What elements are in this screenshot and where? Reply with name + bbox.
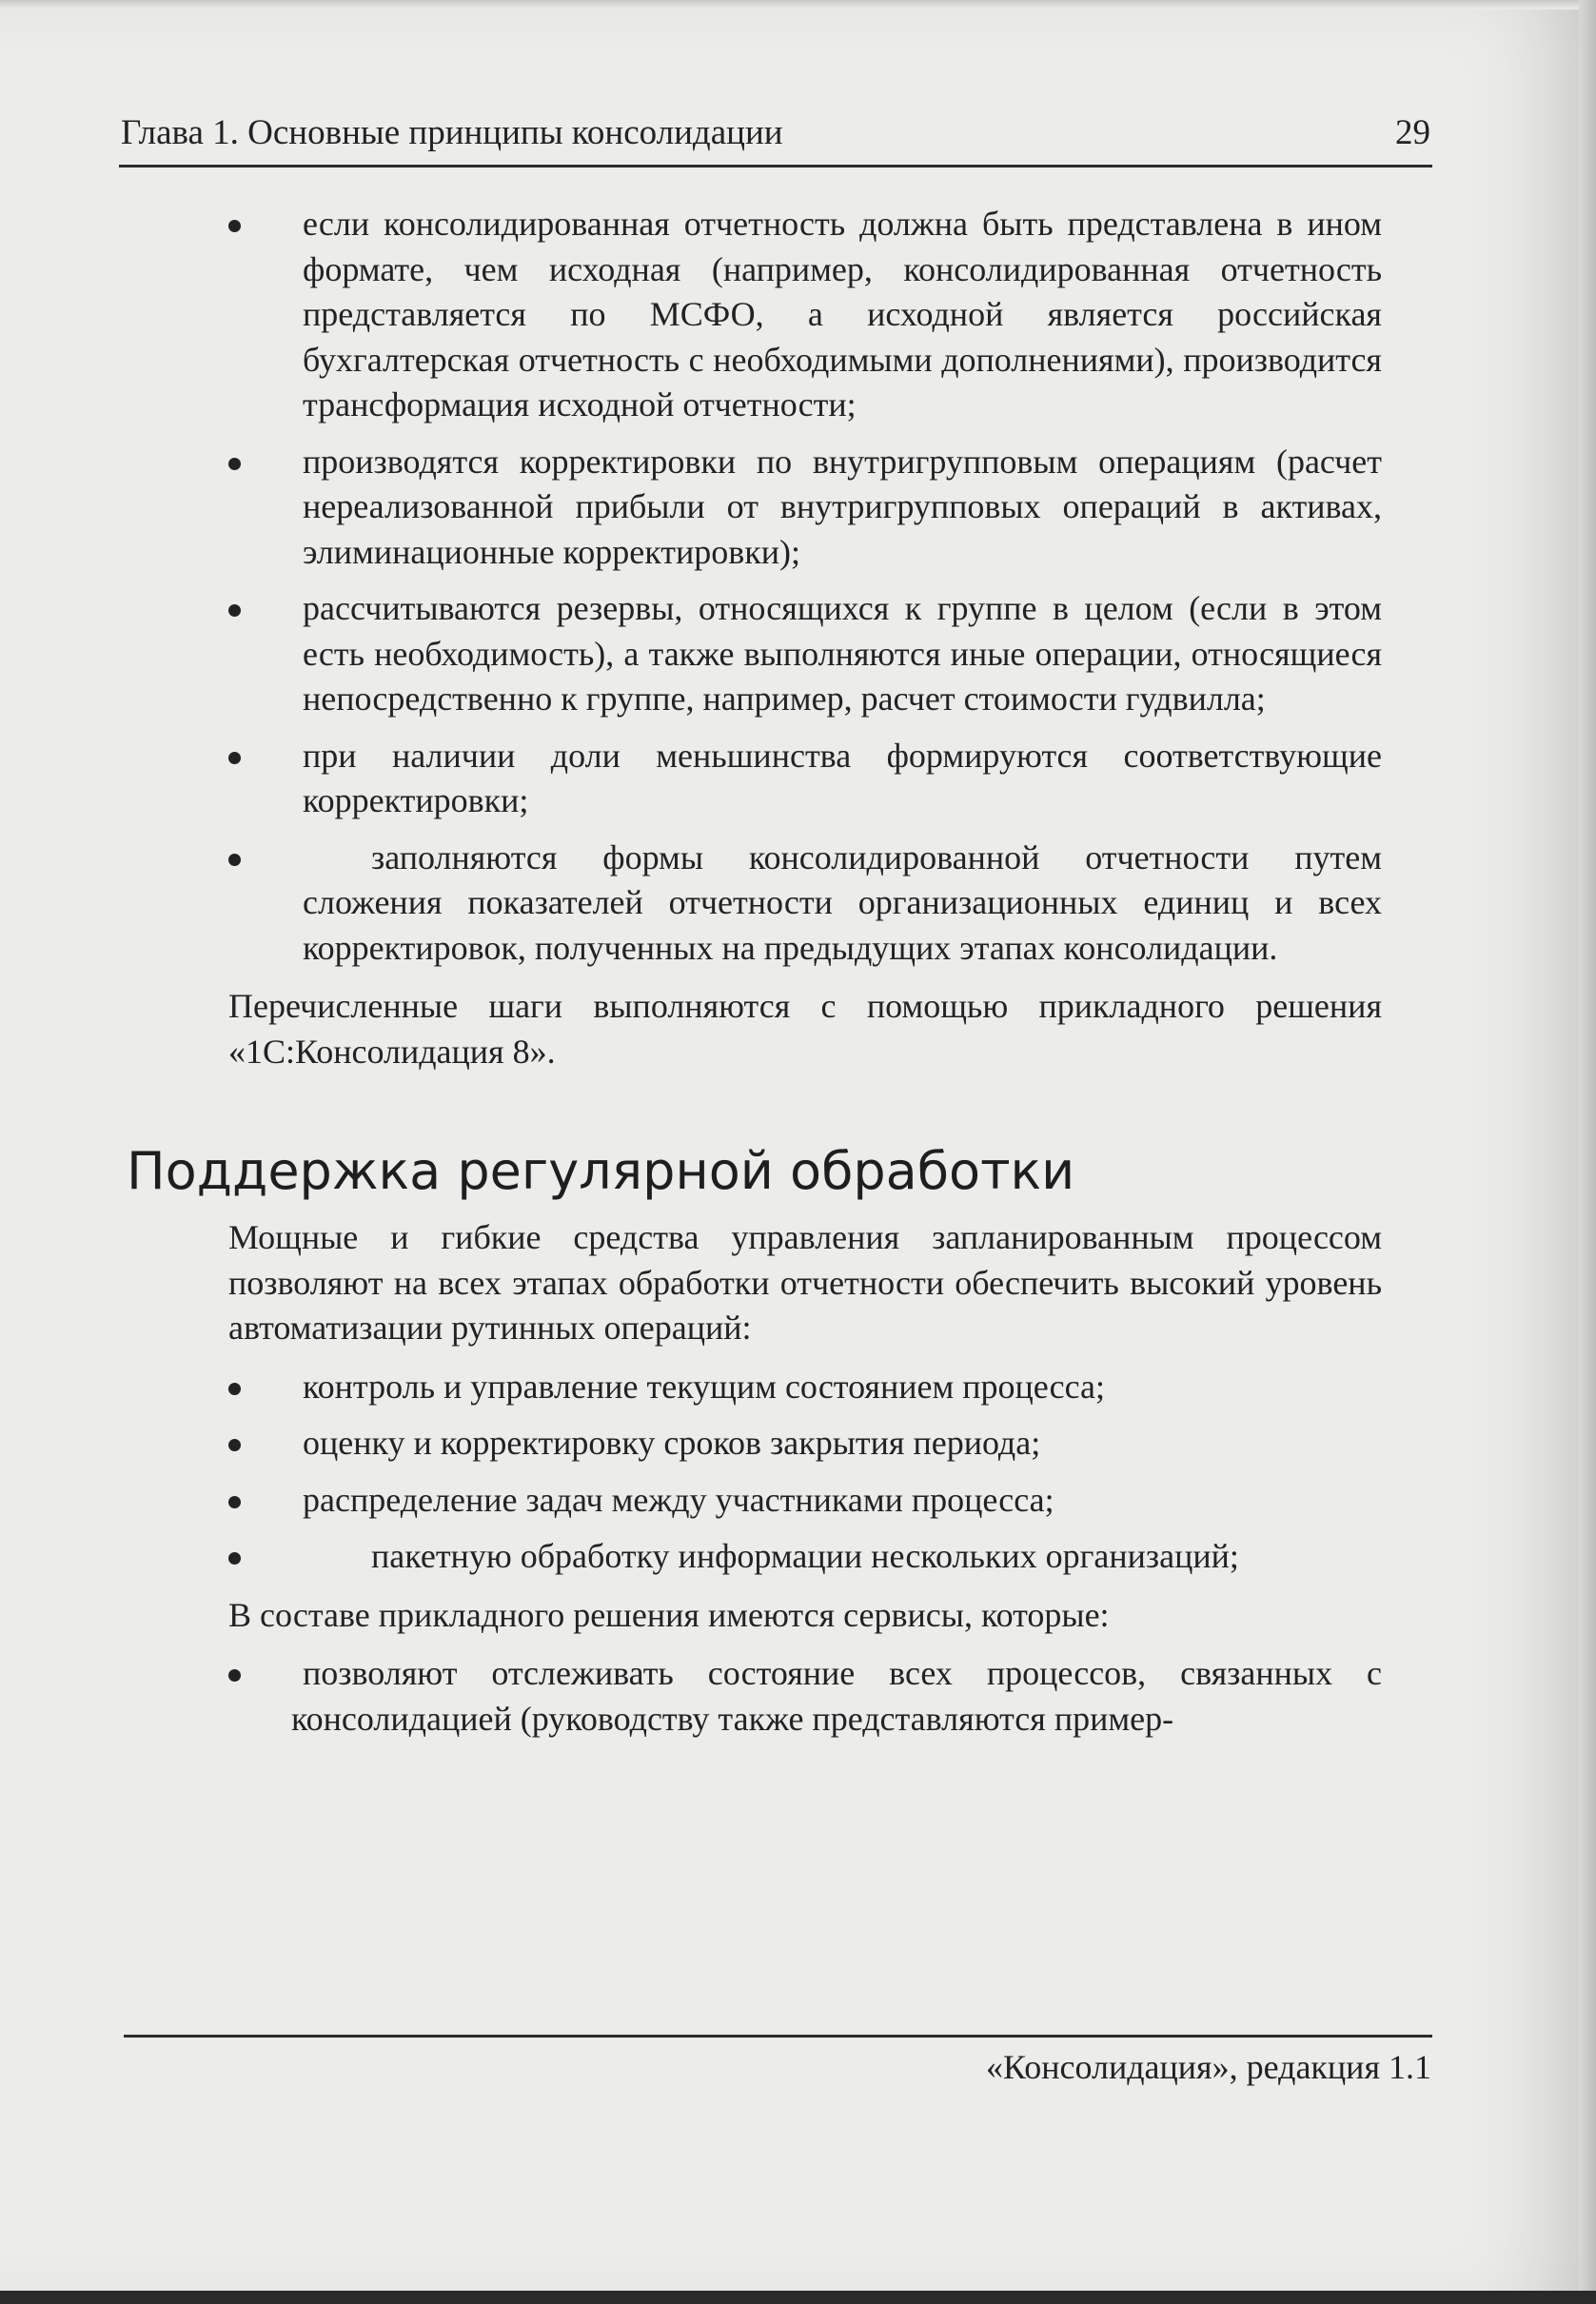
bullet-icon: [228, 752, 241, 764]
body-text: [127, 202, 1382, 1753]
running-footer: «Консолидация», редакция 1.1: [986, 2048, 1431, 2086]
bullet-icon: [228, 854, 241, 866]
paragraph: Перечисленные шаги выполняются с помощью прикладного решения «1С:Консолидация 8».: [228, 987, 1382, 1071]
services-list: [228, 1651, 1382, 1742]
scan-right-edge: [1579, 0, 1596, 2304]
list-item: производятся корректировки по внутригрупповым операциям (расчет нереализованной прибыли от внутригрупповых операций в активах, элиминационные корректировки);: [228, 440, 1382, 576]
bullet-icon: [228, 1383, 241, 1395]
bullet-icon: [228, 1439, 241, 1451]
section-heading: Поддержка регулярной обработки: [127, 1141, 1075, 1201]
bullet-icon: [228, 458, 241, 470]
bullet-icon: [228, 220, 241, 232]
list-item: пакетную обработку информации нескольких организаций;: [228, 1534, 1382, 1580]
bullet-icon: [228, 1496, 241, 1508]
paragraph: Мощные и гибкие средства управления запланированным процессом позволяют на всех этапах обработки отчетности обеспечить высокий уровень автоматизации рутинных операций:: [228, 1218, 1382, 1347]
scan-bottom-edge: [0, 2291, 1596, 2304]
list-item: если консолидированная отчетность должна быть представлена в ином формате, чем исходная (например, консолидированная отчетность представляется по МСФО, а исходной является российская бухгалтерская отчетность с необходимыми дополнениями), производится трансформация исходной отчетности;: [228, 202, 1382, 428]
paragraph: В составе прикладного решения имеются сервисы, которые:: [228, 1595, 1110, 1634]
list-item: контроль и управление текущим состоянием процесса;: [228, 1365, 1382, 1410]
header-rule: [119, 165, 1432, 167]
list-item: позволяют отслеживать состояние всех процессов, связанных с консолидацией (руководству также представляются пример-: [228, 1651, 1382, 1742]
list-item: оценку и корректировку сроков закрытия периода;: [228, 1421, 1382, 1467]
footer-rule: [124, 2035, 1432, 2038]
bullet-icon: [228, 1669, 241, 1682]
consolidation-steps-list: [228, 202, 1382, 971]
automation-list: [228, 1365, 1382, 1580]
scan-top-edge: [0, 0, 1596, 10]
chapter-title: Глава 1. Основные принципы консолидации: [121, 113, 783, 152]
bullet-icon: [228, 604, 241, 617]
list-item: заполняются формы консолидированной отчетности путем сложения показателей отчетности организационных единиц и всех корректировок, полученных на предыдущих этапах консолидации.: [228, 836, 1382, 972]
running-header: [121, 112, 1430, 154]
list-item: рассчитываются резервы, относящихся к группе в целом (если в этом есть необходимость), а также выполняются иные операции, относящиеся непосредственно к группе, например, расчет стоимости гудвилла;: [228, 586, 1382, 722]
list-item: распределение задач между участниками процесса;: [228, 1478, 1382, 1524]
list-item: при наличии доли меньшинства формируются соответствующие корректировки;: [228, 734, 1382, 824]
bullet-icon: [228, 1552, 241, 1565]
page-number: 29: [1395, 113, 1430, 152]
